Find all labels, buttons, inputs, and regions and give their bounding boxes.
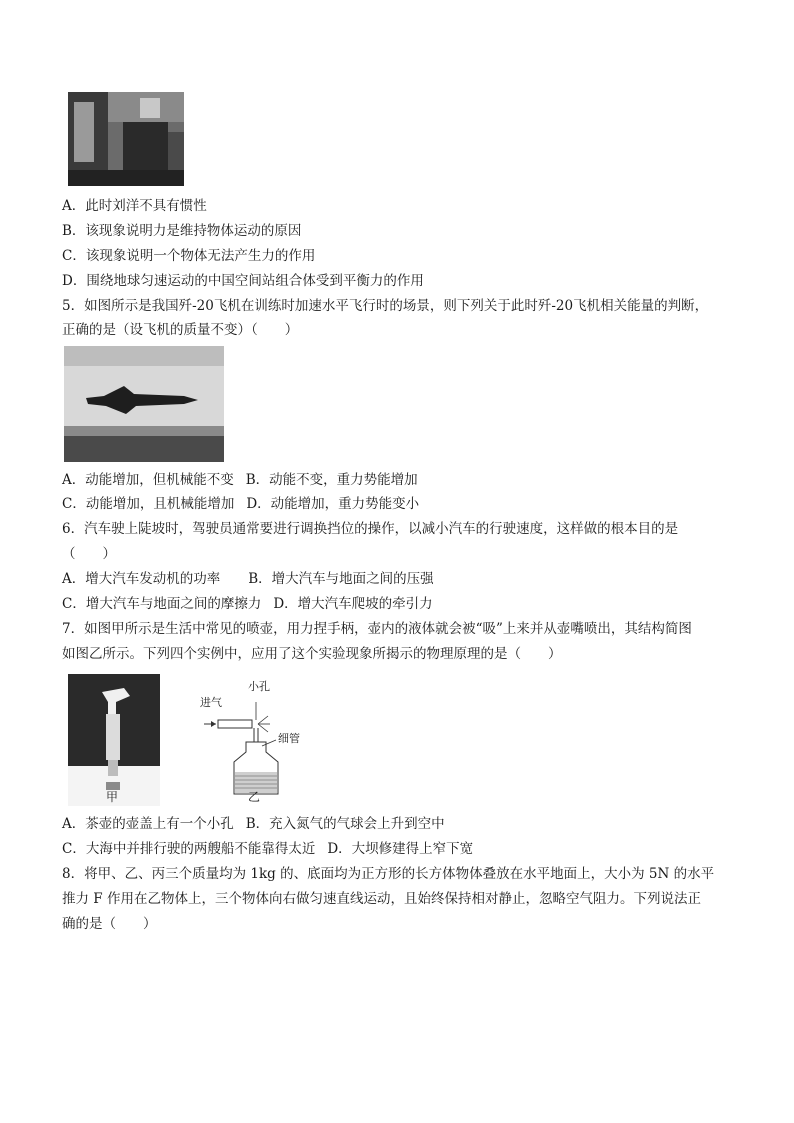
- q7-label-tube: 细管: [278, 732, 300, 745]
- q7-fig-jia-photo: [68, 674, 160, 806]
- q7-options-row1: [62, 814, 445, 834]
- q7-fig-yi-label: 乙: [248, 790, 261, 804]
- q7-stem-line1: 7．如图甲所示是生活中常见的喷壶，用力捏手柄，壶内的液体就会被“吸”上来并从壶嘴喷出，其结构简图: [62, 621, 692, 637]
- q6-option-b[interactable]: B．增大汽车与地面之间的压强: [248, 571, 434, 587]
- q7-fig-jia-art: [68, 674, 160, 806]
- q5-option-a[interactable]: A．动能增加，但机械能不变: [62, 472, 234, 488]
- q7-option-c[interactable]: C．大海中并排行驶的两艘船不能靠得太近: [62, 841, 316, 857]
- q7-label-hole: 小孔: [248, 680, 270, 693]
- q5-option-c[interactable]: C．动能增加，且机械能增加: [62, 496, 235, 512]
- q7-option-b[interactable]: B．充入氮气的气球会上升到空中: [245, 816, 445, 832]
- q5-stem-line2: 正确的是（设飞机的质量不变）（ ）: [62, 322, 299, 338]
- q7-label-inlet: 进气: [200, 696, 222, 709]
- q7-stem-line2: 如图乙所示。下列四个实例中，应用了这个实验现象所揭示的物理原理的是（ ）: [62, 646, 562, 662]
- q6-option-a[interactable]: A．增大汽车发动机的功率: [62, 571, 221, 587]
- q5-photo: [64, 346, 224, 462]
- q5-photo-art: [64, 346, 224, 462]
- q7-options-row2: [62, 839, 473, 859]
- q4-photo: [68, 92, 184, 186]
- q5-stem-line1: 5．如图所示是我国歼-20飞机在训练时加速水平飞行时的场景，则下列关于此时歼-20飞机相关能量的判断，: [62, 298, 709, 314]
- q6-option-d[interactable]: D．增大汽车爬坡的牵引力: [273, 596, 433, 612]
- q5-options-row1: [62, 470, 418, 490]
- q6-options-row1: [62, 569, 434, 589]
- q7-fig-yi-diagram: [196, 676, 306, 806]
- q6-option-c[interactable]: C．增大汽车与地面之间的摩擦力: [62, 596, 262, 612]
- q5-option-d[interactable]: D．动能增加，重力势能变小: [246, 496, 420, 512]
- q4-option-c[interactable]: C．该现象说明一个物体无法产生力的作用: [62, 248, 316, 264]
- q8-stem-line2: 推力 F 作用在乙物体上，三个物体向右做匀速直线运动，且始终保持相对静止，忽略空气阻力。下列说法正: [62, 891, 701, 907]
- q6-stem-line2: （ ）: [62, 546, 116, 562]
- q4-option-a[interactable]: A．此时刘洋不具有惯性: [62, 198, 207, 214]
- q5-option-b[interactable]: B．动能不变，重力势能增加: [245, 472, 418, 488]
- q5-options-row2: [62, 494, 419, 514]
- q6-stem-line1: 6．汽车驶上陡坡时，驾驶员通常要进行调换挡位的操作，以减小汽车的行驶速度，这样做的根本目的是: [62, 521, 679, 537]
- q7-option-a[interactable]: A．茶壶的壶盖上有一个小孔: [62, 816, 234, 832]
- q8-stem-line3: 确的是（ ）: [62, 916, 157, 932]
- q7-fig-jia-label: 甲: [106, 790, 119, 804]
- q4-photo-art: [68, 92, 184, 186]
- q4-option-d[interactable]: D．围绕地球匀速运动的中国空间站组合体受到平衡力的作用: [62, 273, 424, 289]
- q8-stem-line1: 8．将甲、乙、丙三个质量均为 1kg 的、底面均为正方形的长方体物体叠放在水平地面上，大小为 5N 的水平: [62, 866, 715, 882]
- q4-option-b[interactable]: B．该现象说明力是维持物体运动的原因: [62, 223, 302, 239]
- q7-option-d[interactable]: D．大坝修建得上窄下宽: [327, 841, 474, 857]
- q6-options-row2: [62, 594, 433, 614]
